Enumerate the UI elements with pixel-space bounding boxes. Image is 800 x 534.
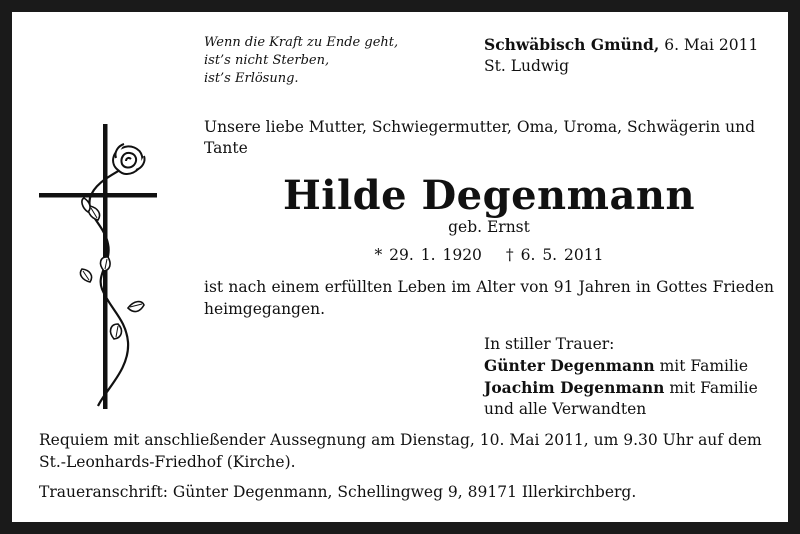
mourners-closing: und alle Verwandten bbox=[484, 400, 647, 418]
intro-text: Unsere liebe Mutter, Schwiegermutter, Oma, Uroma, Schwägerin und Tante bbox=[204, 118, 756, 157]
birth-name: geb. Ernst bbox=[448, 218, 530, 236]
life-dates bbox=[204, 245, 774, 265]
mourner-1-suffix: mit Familie bbox=[659, 357, 749, 375]
requiem-info: Requiem mit anschließender Aussegnung am Dienstag, 10. Mai 2011, um 9.30 Uhr auf dem St.-Leonhards-Friedhof (Kirche). bbox=[39, 431, 762, 471]
mourner-1: Günter Degenmann bbox=[484, 356, 655, 375]
poem-line-1: Wenn die Kraft zu Ende geht, bbox=[204, 35, 399, 50]
mourners-heading: In stiller Trauer: bbox=[484, 335, 615, 353]
poem-line-3: ist’s Erlösung. bbox=[204, 71, 299, 86]
parish: St. Ludwig bbox=[484, 57, 570, 75]
mourning-address: Traueranschrift: Günter Degenmann, Schellingweg 9, 89171 Illerkirchberg. bbox=[39, 483, 637, 501]
memorial-poem bbox=[204, 34, 454, 88]
cross-with-rose-icon bbox=[38, 124, 158, 414]
poem-line-2: ist’s nicht Sterben, bbox=[204, 53, 330, 68]
deceased-name: Hilde Degenmann bbox=[282, 172, 696, 219]
city: Schwäbisch Gmünd, bbox=[484, 35, 660, 54]
mourner-2: Joachim Degenmann bbox=[484, 378, 665, 397]
passing-text: ist nach einem erfüllten Leben im Alter von 91 Jahren in Gottes Frieden heimgegangen. bbox=[204, 278, 774, 318]
birth-date: * 29. 1. 1920 bbox=[374, 246, 482, 264]
death-date: † 6. 5. 2011 bbox=[505, 246, 604, 264]
mourner-2-suffix: mit Familie bbox=[669, 379, 758, 397]
place-and-date bbox=[484, 34, 758, 77]
notice-date: 6. Mai 2011 bbox=[664, 36, 759, 54]
mourners-block bbox=[484, 334, 784, 420]
